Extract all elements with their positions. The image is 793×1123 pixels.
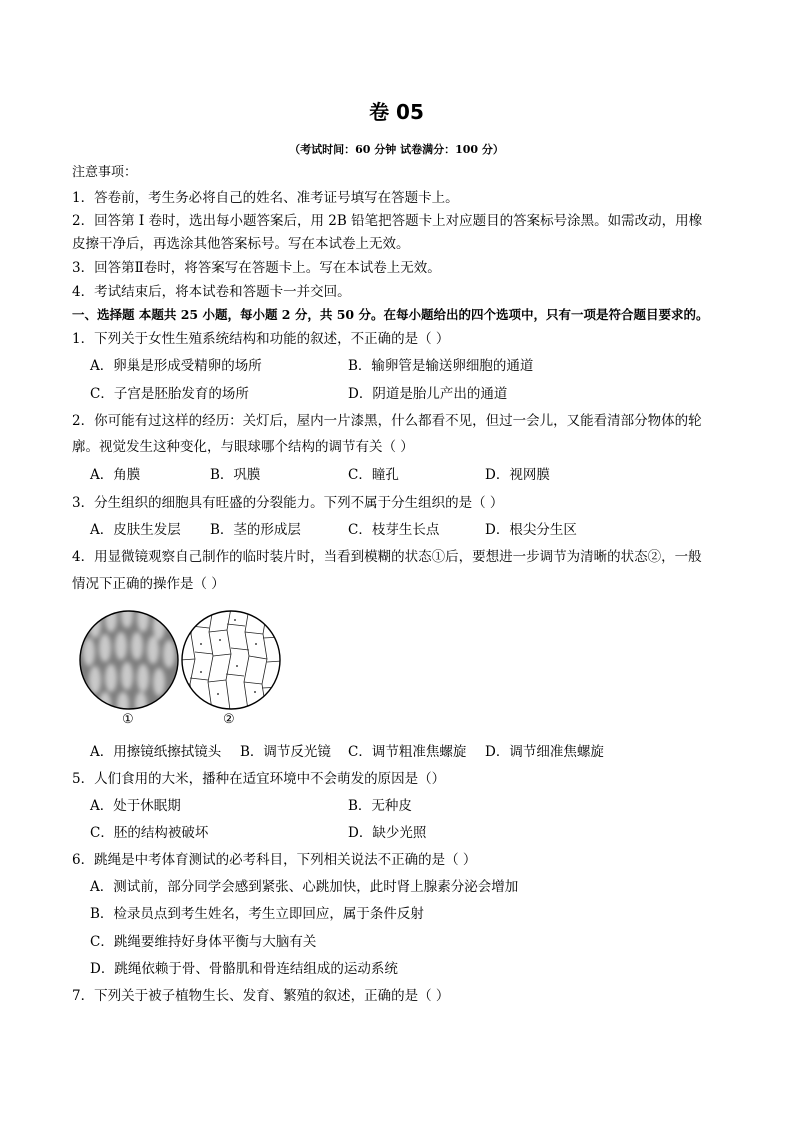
question-4-stem-cont: 情况下正确的操作是（ ） <box>72 576 225 592</box>
q3-option-a: A．皮肤生发层 <box>90 522 181 538</box>
question-7-stem: 7．下列关于被子植物生长、发育、繁殖的叙述，正确的是（ ） <box>72 988 450 1004</box>
question-1-stem: 1．下列关于女性生殖系统结构和功能的叙述，不正确的是（ ） <box>72 331 450 347</box>
view-1-label: ① <box>122 712 134 727</box>
section-heading: 一、选择题 本题共 25 小题，每小题 2 分，共 50 分。在每小题给出的四个选项中，只有一项是符合题目要求的。 <box>72 307 709 322</box>
notice-item: 皮擦干净后，再选涂其他答案标号。写在本试卷上无效。 <box>72 236 410 252</box>
q4-option-b: B．调节反光镜 <box>240 744 331 760</box>
q2-option-d: D．视网膜 <box>485 467 550 483</box>
q5-option-a: A．处于休眠期 <box>90 798 181 814</box>
q4-option-d: D．调节细准焦螺旋 <box>485 744 604 760</box>
q5-option-d: D．缺少光照 <box>348 825 427 841</box>
page-title: 卷 05 <box>369 100 424 124</box>
q1-option-a: A．卵巢是形成受精卵的场所 <box>90 358 262 374</box>
exam-info: （考试时间：60 分钟 试卷满分：100 分） <box>289 143 504 156</box>
question-6-stem: 6．跳绳是中考体育测试的必考科目，下列相关说法不正确的是（ ） <box>72 852 477 868</box>
q6-option-a: A．测试前，部分同学会感到紧张、心跳加快，此时肾上腺素分泌会增加 <box>90 879 519 895</box>
q2-option-c: C．瞳孔 <box>348 467 399 483</box>
q3-option-c: C．枝芽生长点 <box>348 522 440 538</box>
notice-item: 1．答卷前，考生务必将自己的姓名、准考证号填写在答题卡上。 <box>72 190 459 206</box>
q2-option-b: B．巩膜 <box>210 467 261 483</box>
question-3-stem: 3．分生组织的细胞具有旺盛的分裂能力。下列不属于分生组织的是（ ） <box>72 495 504 511</box>
q5-option-c: C．胚的结构被破坏 <box>90 825 209 841</box>
q1-option-d: D．阴道是胎儿产出的通道 <box>348 386 508 402</box>
question-2-stem: 2．你可能有过这样的经历：关灯后，屋内一片漆黑，什么都看不见，但过一会儿，又能看清部分物体的轮 <box>72 413 702 429</box>
notice-heading: 注意事项： <box>72 165 138 180</box>
microscope-views-figure <box>75 604 295 734</box>
q2-option-a: A．角膜 <box>90 467 141 483</box>
q6-option-c: C．跳绳要维持好身体平衡与大脑有关 <box>90 934 317 950</box>
question-2-stem-cont: 廓。视觉发生这种变化，与眼球哪个结构的调节有关（ ） <box>72 439 414 455</box>
q4-option-c: C．调节粗准焦螺旋 <box>348 744 467 760</box>
notice-item: 3．回答第Ⅱ卷时，将答案写在答题卡上。写在本试卷上无效。 <box>72 260 441 276</box>
q5-option-b: B．无种皮 <box>348 798 412 814</box>
q1-option-c: C．子宫是胚胎发育的场所 <box>90 386 249 402</box>
view-2-label: ② <box>223 712 235 727</box>
question-5-stem: 5．人们食用的大米，播种在适宜环境中不会萌发的原因是（） <box>72 771 446 787</box>
q3-option-b: B．茎的形成层 <box>210 522 301 538</box>
q3-option-d: D．根尖分生区 <box>485 522 577 538</box>
q6-option-b: B．检录员点到考生姓名，考生立即回应，属于条件反射 <box>90 906 424 922</box>
question-4-stem: 4．用显微镜观察自己制作的临时装片时，当看到模糊的状态①后，要想进一步调节为清晰的状态②，一般 <box>72 549 702 565</box>
notice-item: 2．回答第 I 卷时，选出每小题答案后，用 2B 铅笔把答题卡上对应题目的答案标号涂黑。如需改动，用橡 <box>72 213 703 229</box>
q4-option-a: A．用擦镜纸擦拭镜头 <box>90 744 222 760</box>
q6-option-d: D．跳绳依赖于骨、骨骼肌和骨连结组成的运动系统 <box>90 961 398 977</box>
microscope-views-image <box>75 604 295 714</box>
notice-item: 4．考试结束后，将本试卷和答题卡一并交回。 <box>72 284 351 300</box>
q1-option-b: B．输卵管是输送卵细胞的通道 <box>348 358 534 374</box>
